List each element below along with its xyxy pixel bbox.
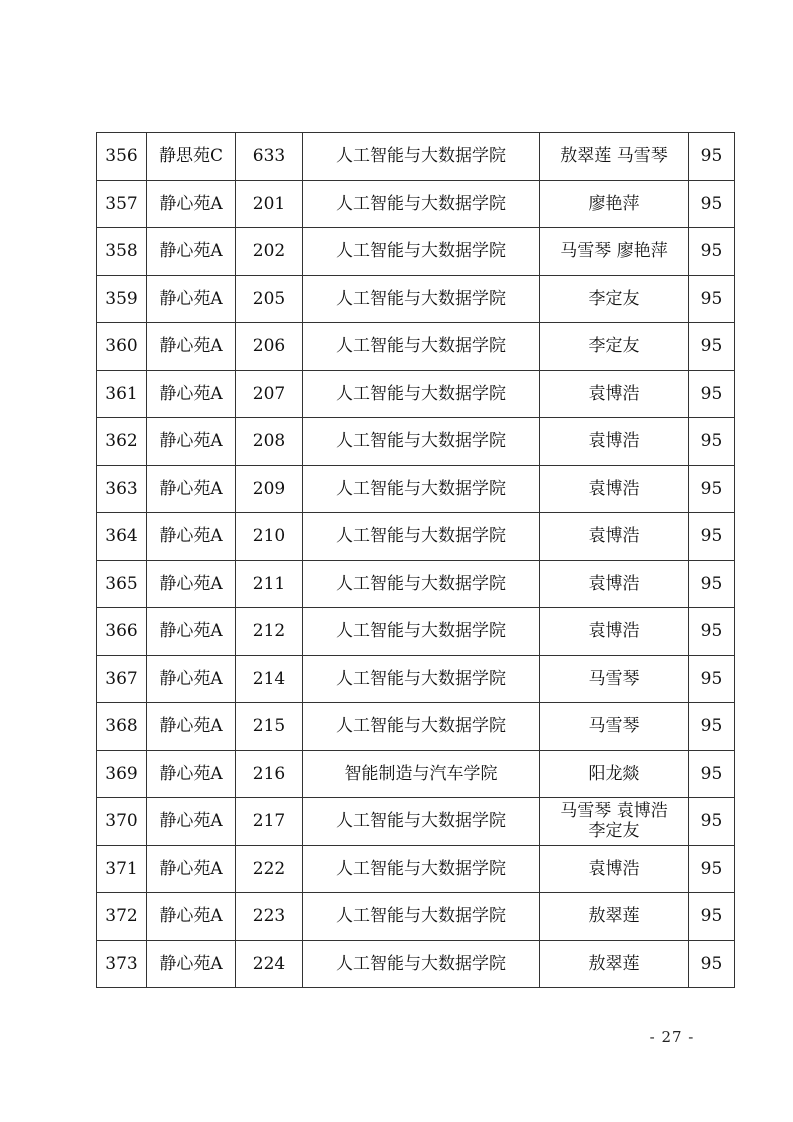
row-number-cell: 371 [97,845,147,893]
room-number-cell: 207 [236,370,303,418]
inspector-names-cell [540,275,689,323]
building-cell: 静心苑A [147,655,236,703]
building-cell: 静心苑A [147,370,236,418]
inspector-names-cell [540,655,689,703]
inspector-names-cell [540,798,689,846]
inspector-name-line: 敖翠莲 [588,953,640,974]
row-number-cell: 369 [97,750,147,798]
score-cell: 95 [689,370,735,418]
room-number-cell: 211 [236,560,303,608]
inspector-names-cell [540,750,689,798]
room-number-cell: 222 [236,845,303,893]
row-number-cell: 363 [97,465,147,513]
inspector-name-line: 袁博浩 [588,383,640,404]
inspector-names-cell [540,560,689,608]
inspector-name-line: 廖艳萍 [588,193,640,214]
college-cell: 人工智能与大数据学院 [303,275,540,323]
building-cell: 静心苑A [147,275,236,323]
building-cell: 静心苑A [147,228,236,276]
inspector-name-line: 马雪琴 廖艳萍 [560,241,668,262]
inspector-name-line: 马雪琴 [588,668,640,689]
inspector-names-cell [540,418,689,466]
room-number-cell: 217 [236,798,303,846]
score-cell: 95 [689,323,735,371]
score-cell: 95 [689,180,735,228]
table-row [97,703,735,751]
college-cell: 人工智能与大数据学院 [303,133,540,181]
building-cell: 静心苑A [147,560,236,608]
table-row [97,323,735,371]
score-cell: 95 [689,893,735,941]
table-row [97,418,735,466]
room-number-cell: 223 [236,893,303,941]
building-cell: 静心苑A [147,750,236,798]
college-cell: 人工智能与大数据学院 [303,940,540,988]
college-cell: 智能制造与汽车学院 [303,750,540,798]
inspector-name-line: 敖翠莲 [588,906,640,927]
building-cell: 静心苑A [147,513,236,561]
college-cell: 人工智能与大数据学院 [303,180,540,228]
college-cell: 人工智能与大数据学院 [303,893,540,941]
row-number-cell: 373 [97,940,147,988]
row-number-cell: 366 [97,608,147,656]
inspector-name-line: 袁博浩 [588,573,640,594]
building-cell: 静心苑A [147,893,236,941]
inspector-names-cell [540,133,689,181]
row-number-cell: 361 [97,370,147,418]
row-number-cell: 365 [97,560,147,608]
inspector-name-line: 李定友 [588,288,640,309]
inspector-names-cell [540,845,689,893]
table-row [97,180,735,228]
college-cell: 人工智能与大数据学院 [303,608,540,656]
inspector-names-cell [540,608,689,656]
college-cell: 人工智能与大数据学院 [303,323,540,371]
table-row [97,560,735,608]
inspector-names-cell [540,940,689,988]
row-number-cell: 370 [97,798,147,846]
score-cell: 95 [689,798,735,846]
room-number-cell: 201 [236,180,303,228]
inspector-names-cell [540,513,689,561]
table-row [97,608,735,656]
room-number-cell: 214 [236,655,303,703]
college-cell: 人工智能与大数据学院 [303,845,540,893]
college-cell: 人工智能与大数据学院 [303,703,540,751]
building-cell: 静心苑A [147,798,236,846]
building-cell: 静心苑A [147,845,236,893]
room-number-cell: 215 [236,703,303,751]
inspector-name-line: 敖翠莲 马雪琴 [560,146,668,167]
table-row [97,133,735,181]
inspector-name-line: 马雪琴 袁博浩 [560,801,668,822]
score-cell: 95 [689,418,735,466]
table-row [97,893,735,941]
row-number-cell: 356 [97,133,147,181]
row-number-cell: 367 [97,655,147,703]
building-cell: 静心苑A [147,323,236,371]
score-cell: 95 [689,228,735,276]
table-body [97,133,735,988]
table-row [97,465,735,513]
room-number-cell: 209 [236,465,303,513]
college-cell: 人工智能与大数据学院 [303,798,540,846]
score-cell: 95 [689,465,735,513]
college-cell: 人工智能与大数据学院 [303,655,540,703]
college-cell: 人工智能与大数据学院 [303,228,540,276]
score-cell: 95 [689,560,735,608]
table-row [97,275,735,323]
inspector-name-line: 阳龙燚 [588,763,640,784]
building-cell: 静心苑A [147,180,236,228]
score-cell: 95 [689,845,735,893]
score-cell: 95 [689,655,735,703]
college-cell: 人工智能与大数据学院 [303,560,540,608]
room-number-cell: 212 [236,608,303,656]
inspector-name-line: 袁博浩 [588,478,640,499]
inspector-names-cell [540,370,689,418]
room-number-cell: 210 [236,513,303,561]
score-cell: 95 [689,275,735,323]
table-row [97,655,735,703]
inspector-names-cell [540,465,689,513]
building-cell: 静心苑A [147,703,236,751]
row-number-cell: 359 [97,275,147,323]
dorm-score-table [96,132,735,988]
inspector-name-line: 袁博浩 [588,526,640,547]
room-number-cell: 633 [236,133,303,181]
building-cell: 静心苑A [147,608,236,656]
table-row [97,370,735,418]
inspector-name-line: 袁博浩 [588,858,640,879]
table-row [97,750,735,798]
inspector-name-line: 袁博浩 [588,621,640,642]
building-cell: 静心苑A [147,465,236,513]
row-number-cell: 360 [97,323,147,371]
building-cell: 静思苑C [147,133,236,181]
room-number-cell: 202 [236,228,303,276]
score-cell: 95 [689,703,735,751]
table-row [97,228,735,276]
room-number-cell: 208 [236,418,303,466]
room-number-cell: 216 [236,750,303,798]
inspector-names-cell [540,893,689,941]
row-number-cell: 358 [97,228,147,276]
building-cell: 静心苑A [147,940,236,988]
inspector-name-line: 袁博浩 [588,431,640,452]
table-row [97,940,735,988]
row-number-cell: 364 [97,513,147,561]
page-number: - 27 - [649,1028,695,1046]
row-number-cell: 362 [97,418,147,466]
room-number-cell: 224 [236,940,303,988]
score-cell: 95 [689,608,735,656]
inspector-name-line: 李定友 [588,821,640,842]
score-cell: 95 [689,133,735,181]
score-cell: 95 [689,750,735,798]
row-number-cell: 372 [97,893,147,941]
row-number-cell: 368 [97,703,147,751]
table-row [97,798,735,846]
room-number-cell: 205 [236,275,303,323]
college-cell: 人工智能与大数据学院 [303,513,540,561]
room-number-cell: 206 [236,323,303,371]
college-cell: 人工智能与大数据学院 [303,370,540,418]
inspector-name-line: 李定友 [588,336,640,357]
building-cell: 静心苑A [147,418,236,466]
inspector-name-line: 马雪琴 [588,716,640,737]
inspector-names-cell [540,323,689,371]
score-cell: 95 [689,940,735,988]
row-number-cell: 357 [97,180,147,228]
score-cell: 95 [689,513,735,561]
inspector-names-cell [540,180,689,228]
college-cell: 人工智能与大数据学院 [303,418,540,466]
table-row [97,845,735,893]
inspector-names-cell [540,703,689,751]
inspector-names-cell [540,228,689,276]
college-cell: 人工智能与大数据学院 [303,465,540,513]
table-row [97,513,735,561]
